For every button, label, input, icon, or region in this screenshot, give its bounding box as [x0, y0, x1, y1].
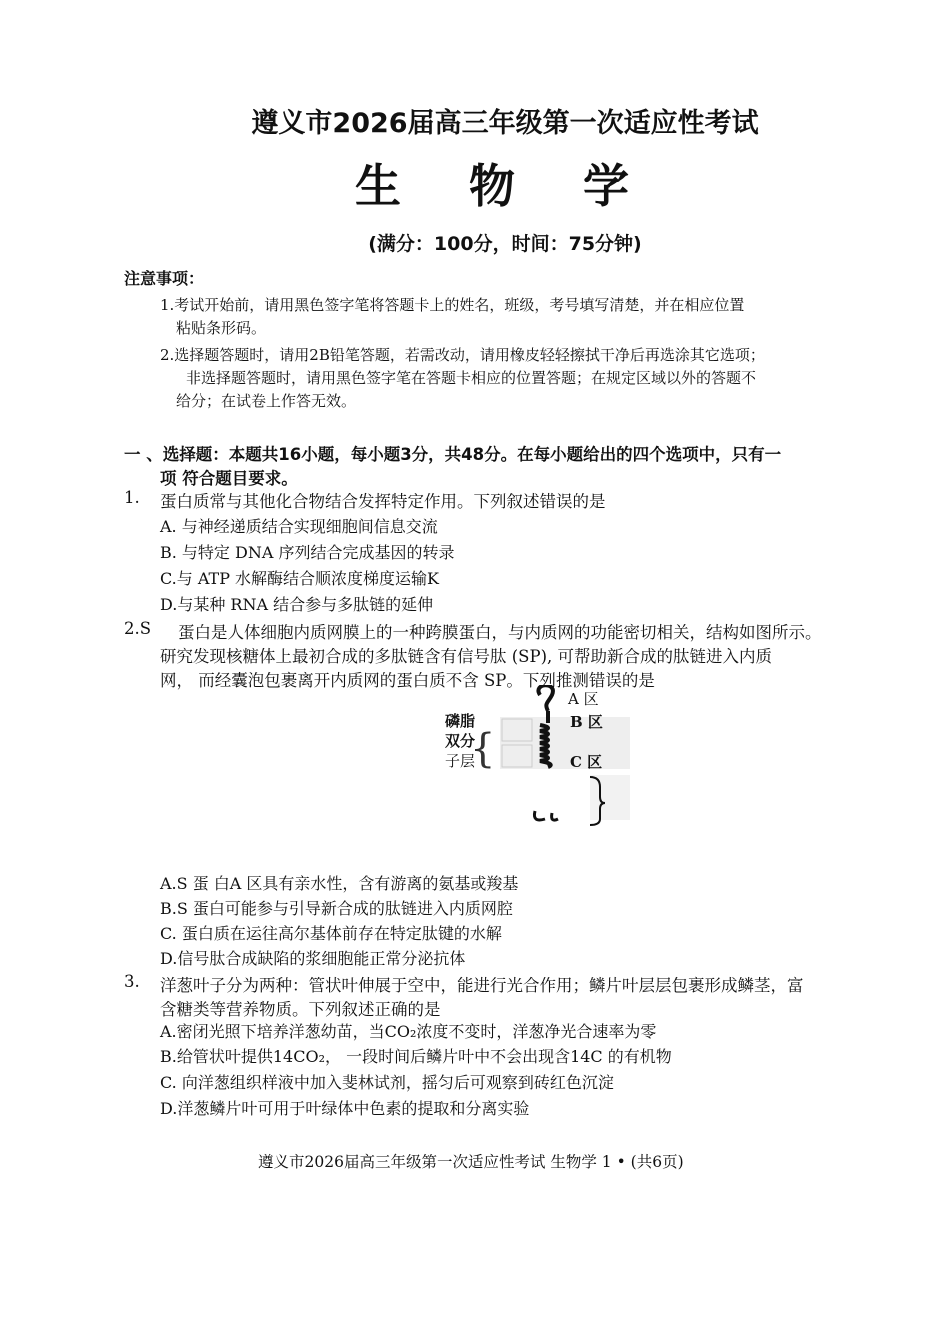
c-region-chain: [534, 811, 558, 820]
q2-option-b: B.S 蛋白可能参与引导新合成的肽链进入内质网腔: [160, 899, 513, 918]
q3-stem-line-2: 含糖类等营养物质。下列叙述正确的是: [160, 1000, 441, 1019]
section-1-heading-line-2: 项 符合题目要求。: [160, 469, 298, 488]
q3-stem-line-1: 洋葱叶子分为两种：管状叶伸展于空中，能进行光合作用；鳞片叶层层包裹形成鳞茎，富: [160, 976, 804, 995]
cytoplasm-region: [590, 775, 630, 820]
figure-label-region-a: A 区: [568, 690, 599, 708]
q1-option-d: D.与某种 RNA 结合参与多肽链的延伸: [160, 595, 434, 614]
figure-label-region-c: C 区: [570, 753, 603, 771]
figure-label-region-b: B 区: [570, 713, 603, 731]
q1-option-b: B. 与特定 DNA 序列结合完成基因的转录: [160, 543, 455, 562]
figure-label-membrane-2: 双分: [445, 732, 476, 750]
q1-option-c: C.与 ATP 水解酶结合顺浓度梯度运输K: [160, 569, 440, 588]
q3-option-d: D.洋葱鳞片叶可用于叶绿体中色素的提取和分离实验: [160, 1099, 530, 1118]
q3-option-a: A.密闭光照下培养洋葱幼苗，当CO₂浓度不变时，洋葱净光合速率为零: [160, 1022, 657, 1041]
notice-item-2-line-3: 给分；在试卷上作答无效。: [176, 392, 357, 410]
q2-stem-line-3: 网， 而经囊泡包裹离开内质网的蛋白质不含 SP。下列推测错误的是: [160, 671, 655, 690]
notice-item-2-line-2: 非选择题答题时，请用黑色签字笔在答题卡相应的位置答题；在规定区域以外的答题不: [186, 369, 757, 387]
membrane-left-brace: {: [470, 726, 496, 772]
subject-title: 生 物 学: [354, 159, 656, 213]
q3-number: 3.: [124, 972, 140, 991]
q2-option-c: C. 蛋白质在运往高尔基体前存在特定肽键的水解: [160, 924, 502, 943]
membrane-region: [500, 717, 630, 769]
q2-number: 2.S: [124, 619, 152, 638]
notice-heading: 注意事项：: [124, 269, 205, 288]
page-footer: 遵义市2026届高三年级第一次适应性考试 生物学 1 • (共6页): [258, 1153, 684, 1171]
exam-title: 遵义市2026届高三年级第一次适应性考试: [251, 108, 759, 139]
notice-item-2-line-1: 2.选择题答题时，请用2B铅笔答题，若需改动，请用橡皮轻轻擦拭干净后再选涂其它选项；: [160, 346, 765, 364]
notice-item-1-line-1: 1.考试开始前，请用黑色签字笔将答题卡上的姓名，班级，考号填写清楚，并在相应位置: [160, 296, 745, 314]
q1-option-a: A. 与神经递质结合实现细胞间信息交流: [160, 517, 438, 536]
q1-stem: 蛋白质常与其他化合物结合发挥特定作用。下列叙述错误的是: [160, 492, 606, 511]
q2-stem-line-2: 研究发现核糖体上最初合成的多肽链含有信号肽 (SP), 可帮助新合成的肽链进入内质: [160, 647, 773, 666]
section-1-heading-line-1: 一 、选择题：本题共16小题，每小题3分，共48分。在每小题给出的四个选项中，只有一: [124, 445, 782, 464]
q2-option-d: D.信号肽合成缺陷的浆细胞能正常分泌抗体: [160, 949, 466, 968]
q2-stem-line-1: 蛋白是人体细胞内质网膜上的一种跨膜蛋白，与内质网的功能密切相关，结构如图所示。: [178, 623, 822, 642]
score-time-info: (满分：100分，时间：75分钟): [368, 233, 642, 255]
notice-item-1-line-2: 粘贴条形码。: [176, 319, 267, 337]
q1-number: 1.: [124, 488, 140, 507]
q3-option-b: B.给管状叶提供14CO₂， 一段时间后鳞片叶中不会出现含14C 的有机物: [160, 1047, 672, 1066]
figure-label-membrane-3: 子层: [445, 752, 476, 770]
q2-option-a: A.S 蛋 白A 区具有亲水性，含有游离的氨基或羧基: [160, 874, 519, 893]
a-region-chain: [538, 685, 552, 711]
figure-label-membrane-1: 磷脂: [445, 712, 476, 730]
q3-option-c: C. 向洋葱组织样液中加入斐林试剂，摇匀后可观察到砖红色沉淀: [160, 1073, 614, 1092]
